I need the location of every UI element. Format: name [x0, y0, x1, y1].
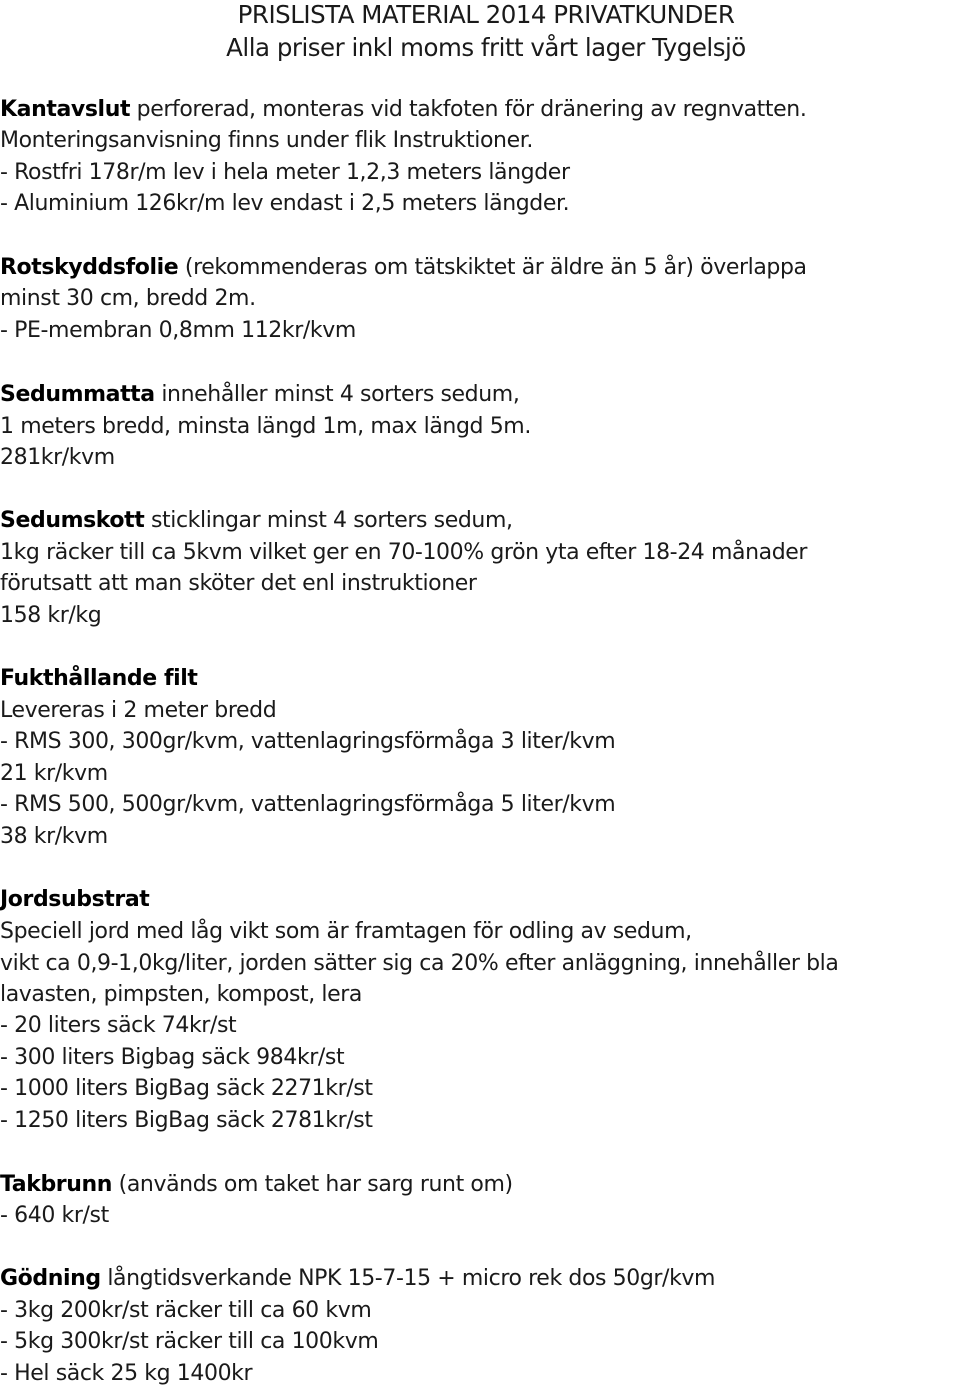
sedummatta-size: 1 meters bredd, minsta längd 1m, max längd 5m. [0, 414, 531, 439]
kantavslut-line: Kantavslut perforerad, monteras vid takfoten för dränering av regnvatten. [0, 97, 807, 122]
rotskyddsfolie-line: Rotskyddsfolie (rekommenderas om tätskiktet är äldre än 5 år) överlappa [0, 255, 807, 280]
kantavslut-instructions: Monteringsanvisning finns under flik Instruktioner. [0, 128, 533, 153]
sedummatta-line: Sedummatta innehåller minst 4 sorters sedum, [0, 382, 520, 407]
rotskyddsfolie-heading: Rotskyddsfolie [0, 255, 179, 280]
jordsubstrat-heading: Jordsubstrat [0, 887, 150, 912]
document-title: PRISLISTA MATERIAL 2014 PRIVATKUNDER [237, 0, 735, 29]
sedummatta-heading: Sedummatta [0, 382, 155, 407]
filt-heading-line [0, 665, 198, 693]
filt-rms300-price: 21 kr/kvm [0, 761, 108, 786]
document-subtitle: Alla priser inkl moms fritt vårt lager Tygelsjö [226, 33, 746, 62]
sedumskott-condition: förutsatt att man sköter det enl instruktioner [0, 571, 477, 596]
jordsubstrat-1000l: - 1000 liters BigBag säck 2271kr/st [0, 1076, 373, 1101]
takbrunn-heading: Takbrunn [0, 1172, 113, 1197]
filt-width: Levereras i 2 meter bredd [0, 698, 277, 723]
sedumskott-price: 158 kr/kg [0, 603, 102, 628]
godning-5kg: - 5kg 300kr/st räcker till ca 100kvm [0, 1329, 379, 1354]
jordsubstrat-contents: lavasten, pimpsten, kompost, lera [0, 982, 362, 1007]
godning-3kg: - 3kg 200kr/st räcker till ca 60 kvm [0, 1298, 372, 1323]
kantavslut-heading: Kantavslut [0, 97, 131, 122]
kantavslut-rostfri: - Rostfri 178r/m lev i hela meter 1,2,3 meters längder [0, 160, 570, 185]
godning-25kg: - Hel säck 25 kg 1400kr [0, 1361, 253, 1386]
filt-rms500-price: 38 kr/kvm [0, 824, 108, 849]
jordsubstrat-weight: vikt ca 0,9-1,0kg/liter, jorden sätter sig ca 20% efter anläggning, innehåller bla [0, 951, 839, 976]
jordsubstrat-description: Speciell jord med låg vikt som är framtagen för odling av sedum, [0, 919, 692, 944]
jordsubstrat-20l: - 20 liters säck 74kr/st [0, 1013, 237, 1038]
filt-heading: Fukthållande filt [0, 666, 198, 691]
filt-rms500: - RMS 500, 500gr/kvm, vattenlagringsförmåga 5 liter/kvm [0, 792, 616, 817]
sedummatta-price: 281kr/kvm [0, 445, 115, 470]
godning-heading: Gödning [0, 1266, 101, 1291]
rotskyddsfolie-width: minst 30 cm, bredd 2m. [0, 286, 256, 311]
sedumskott-heading: Sedumskott [0, 508, 145, 533]
takbrunn-price: - 640 kr/st [0, 1203, 109, 1228]
rotskyddsfolie-price: - PE-membran 0,8mm 112kr/kvm [0, 318, 356, 343]
jordsubstrat-300l: - 300 liters Bigbag säck 984kr/st [0, 1045, 345, 1070]
kantavslut-aluminium: - Aluminium 126kr/m lev endast i 2,5 meters längder. [0, 191, 570, 216]
filt-rms300: - RMS 300, 300gr/kvm, vattenlagringsförmåga 3 liter/kvm [0, 729, 616, 754]
sedumskott-line: Sedumskott sticklingar minst 4 sorters sedum, [0, 508, 513, 533]
jordsubstrat-heading-line [0, 886, 149, 914]
jordsubstrat-1250l: - 1250 liters BigBag säck 2781kr/st [0, 1108, 373, 1133]
takbrunn-line: Takbrunn (används om taket har sarg runt om) [0, 1172, 513, 1197]
sedumskott-coverage: 1kg räcker till ca 5kvm vilket ger en 70-100% grön yta efter 18-24 månader [0, 540, 808, 565]
godning-line: Gödning långtidsverkande NPK 15-7-15 + micro rek dos 50gr/kvm [0, 1266, 716, 1291]
